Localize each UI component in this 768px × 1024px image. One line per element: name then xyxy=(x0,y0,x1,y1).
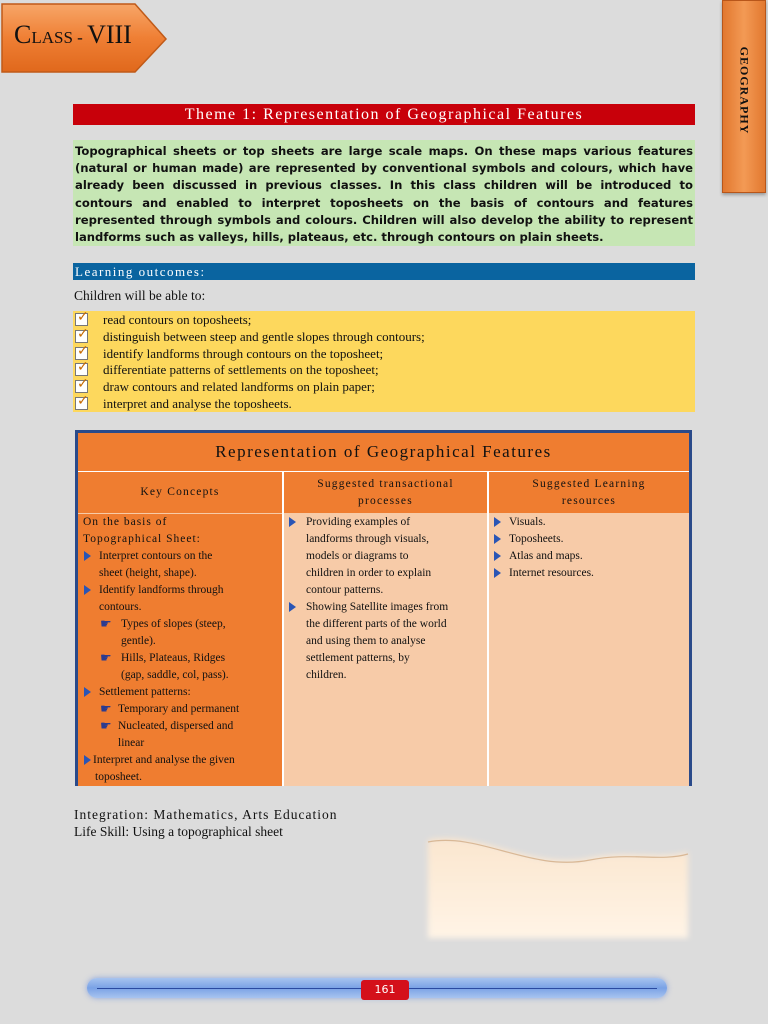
key-concepts-cell xyxy=(78,514,282,786)
outcome-item xyxy=(73,379,695,396)
header3-line: Suggested Learning xyxy=(532,477,646,490)
header2-line: Suggested transactional xyxy=(317,477,454,490)
triangle-bullet-icon xyxy=(289,602,296,612)
outcome-text: read contours on toposheets; xyxy=(103,312,252,327)
concept-text: Types of slopes (steep, xyxy=(121,618,226,630)
subject-label-wrap xyxy=(722,40,766,140)
concept-bullet xyxy=(78,684,282,701)
process-text: Showing Satellite images from xyxy=(306,601,449,613)
resource-text: Toposheets. xyxy=(509,533,564,545)
triangle-bullet-icon xyxy=(494,517,501,527)
concept-text: Topographical Sheet: xyxy=(83,533,201,545)
intro-paragraph: Topographical sheets or top sheets are large scale maps. On these maps various features (natural or human made) are represented by conventional symbols and colours, which have already been discussed in previous classes. In this class children will be introduced to contours and enabled to interpret toposheets on the basis of contours and features represented through symbols and colours. Children will also develop the ability to represent landforms such as valleys, hills, plateaus, etc. through contours on plain sheets. xyxy=(73,140,695,246)
triangle-bullet-icon xyxy=(84,687,91,697)
resource-text: Atlas and maps. xyxy=(509,550,583,562)
process-text: landforms through visuals, xyxy=(306,533,429,545)
resource-text: Internet resources. xyxy=(509,567,594,579)
concept-bullet xyxy=(78,752,282,769)
checkbox-icon xyxy=(75,363,88,376)
concept-text: Identify landforms through xyxy=(99,584,224,596)
concept-subbullet xyxy=(78,701,282,718)
learning-outcomes-heading: Learning outcomes: xyxy=(73,263,695,280)
outcome-text: draw contours and related landforms on plain paper; xyxy=(103,379,375,395)
pointing-hand-icon: ☛ xyxy=(100,617,112,632)
triangle-bullet-icon xyxy=(84,585,91,595)
resource-text: Visuals. xyxy=(509,516,546,528)
pointing-hand-icon: ☛ xyxy=(100,651,112,666)
concept-bullet xyxy=(78,548,282,565)
pointing-hand-icon: ☛ xyxy=(100,719,112,734)
header3-line: resources xyxy=(561,494,617,507)
header-transactional-processes xyxy=(284,472,487,513)
class-lass: LASS xyxy=(31,28,73,47)
outcome-item xyxy=(73,312,695,329)
process-text: the different parts of the world xyxy=(306,618,447,630)
process-text: settlement patterns, by xyxy=(306,652,410,664)
concept-text: Nucleated, dispersed and xyxy=(118,720,234,732)
triangle-bullet-icon xyxy=(494,568,501,578)
checkbox-icon xyxy=(75,397,88,410)
concept-text: contours. xyxy=(99,601,142,613)
checkbox-icon xyxy=(75,347,88,360)
class-dash: - xyxy=(72,28,88,47)
process-text: contour patterns. xyxy=(306,584,384,596)
header-key-concepts: Key Concepts xyxy=(78,472,282,513)
process-bullet xyxy=(284,599,487,616)
header2-line: processes xyxy=(358,494,413,507)
concept-subbullet xyxy=(78,718,282,735)
checkbox-icon xyxy=(75,313,88,326)
learning-outcomes-list xyxy=(73,311,695,412)
concept-text: (gap, saddle, col, pass). xyxy=(121,669,229,681)
concept-subbullet xyxy=(78,650,282,667)
triangle-bullet-icon xyxy=(289,517,296,527)
class-number: VIII xyxy=(87,20,132,49)
integration-block xyxy=(74,806,337,840)
outcome-item xyxy=(73,362,695,379)
page-number: 161 xyxy=(361,980,409,1000)
concept-text: sheet (height, shape). xyxy=(99,567,197,579)
outcome-item xyxy=(73,329,695,346)
header-learning-resources xyxy=(489,472,689,513)
process-text: Providing examples of xyxy=(306,516,411,528)
outcome-text: identify landforms through contours on the toposheet; xyxy=(103,345,384,361)
concept-text: gentle). xyxy=(121,635,156,647)
concept-subbullet xyxy=(78,616,282,633)
process-bullet xyxy=(284,514,487,531)
decorative-wave xyxy=(420,830,693,942)
triangle-bullet-icon xyxy=(494,534,501,544)
learning-outcomes-intro: Children will be able to: xyxy=(74,288,206,303)
outcome-text: interpret and analyse the toposheets. xyxy=(103,395,292,411)
process-text: models or diagrams to xyxy=(306,550,409,562)
resource-item xyxy=(489,514,689,531)
concept-text: Hills, Plateaus, Ridges xyxy=(121,652,226,664)
integration-text: Integration: Mathematics, Arts Education xyxy=(74,807,338,822)
resource-item xyxy=(489,565,689,582)
concept-text: Temporary and permanent xyxy=(118,703,240,715)
concept-text: On the basis of xyxy=(83,516,168,528)
process-text: children. xyxy=(306,669,347,681)
class-c: C xyxy=(14,20,32,49)
outcome-text: distinguish between steep and gentle slopes through contours; xyxy=(103,328,425,344)
concept-text: linear xyxy=(118,737,145,749)
process-text: and using them to analyse xyxy=(306,635,426,647)
resource-item xyxy=(489,531,689,548)
outcome-text: differentiate patterns of settlements on the toposheet; xyxy=(103,362,379,378)
table-title: Representation of Geographical Features xyxy=(78,433,689,472)
learning-resources-cell xyxy=(489,514,689,786)
subject-label: GEOGRAPHY xyxy=(737,46,752,134)
concept-bullet xyxy=(78,582,282,599)
resource-item xyxy=(489,548,689,565)
checkbox-icon xyxy=(75,380,88,393)
concepts-table xyxy=(75,430,692,786)
life-skill-text: Life Skill: Using a topographical sheet xyxy=(74,824,283,839)
process-text: children in order to explain xyxy=(306,567,432,579)
triangle-bullet-icon xyxy=(494,551,501,561)
class-label-tab xyxy=(0,2,168,74)
outcome-item xyxy=(73,346,695,363)
triangle-bullet-icon xyxy=(84,755,91,765)
concept-text: toposheet. xyxy=(95,771,142,783)
concept-text: Interpret and analyse the given xyxy=(93,754,235,766)
triangle-bullet-icon xyxy=(84,551,91,561)
checkbox-icon xyxy=(75,330,88,343)
transactional-processes-cell xyxy=(284,514,487,786)
pointing-hand-icon: ☛ xyxy=(100,702,112,717)
concept-text: Settlement patterns: xyxy=(99,686,191,698)
theme-title: Theme 1: Representation of Geographical Features xyxy=(73,104,695,125)
concept-text: Interpret contours on the xyxy=(99,550,213,562)
outcome-item xyxy=(73,396,695,413)
